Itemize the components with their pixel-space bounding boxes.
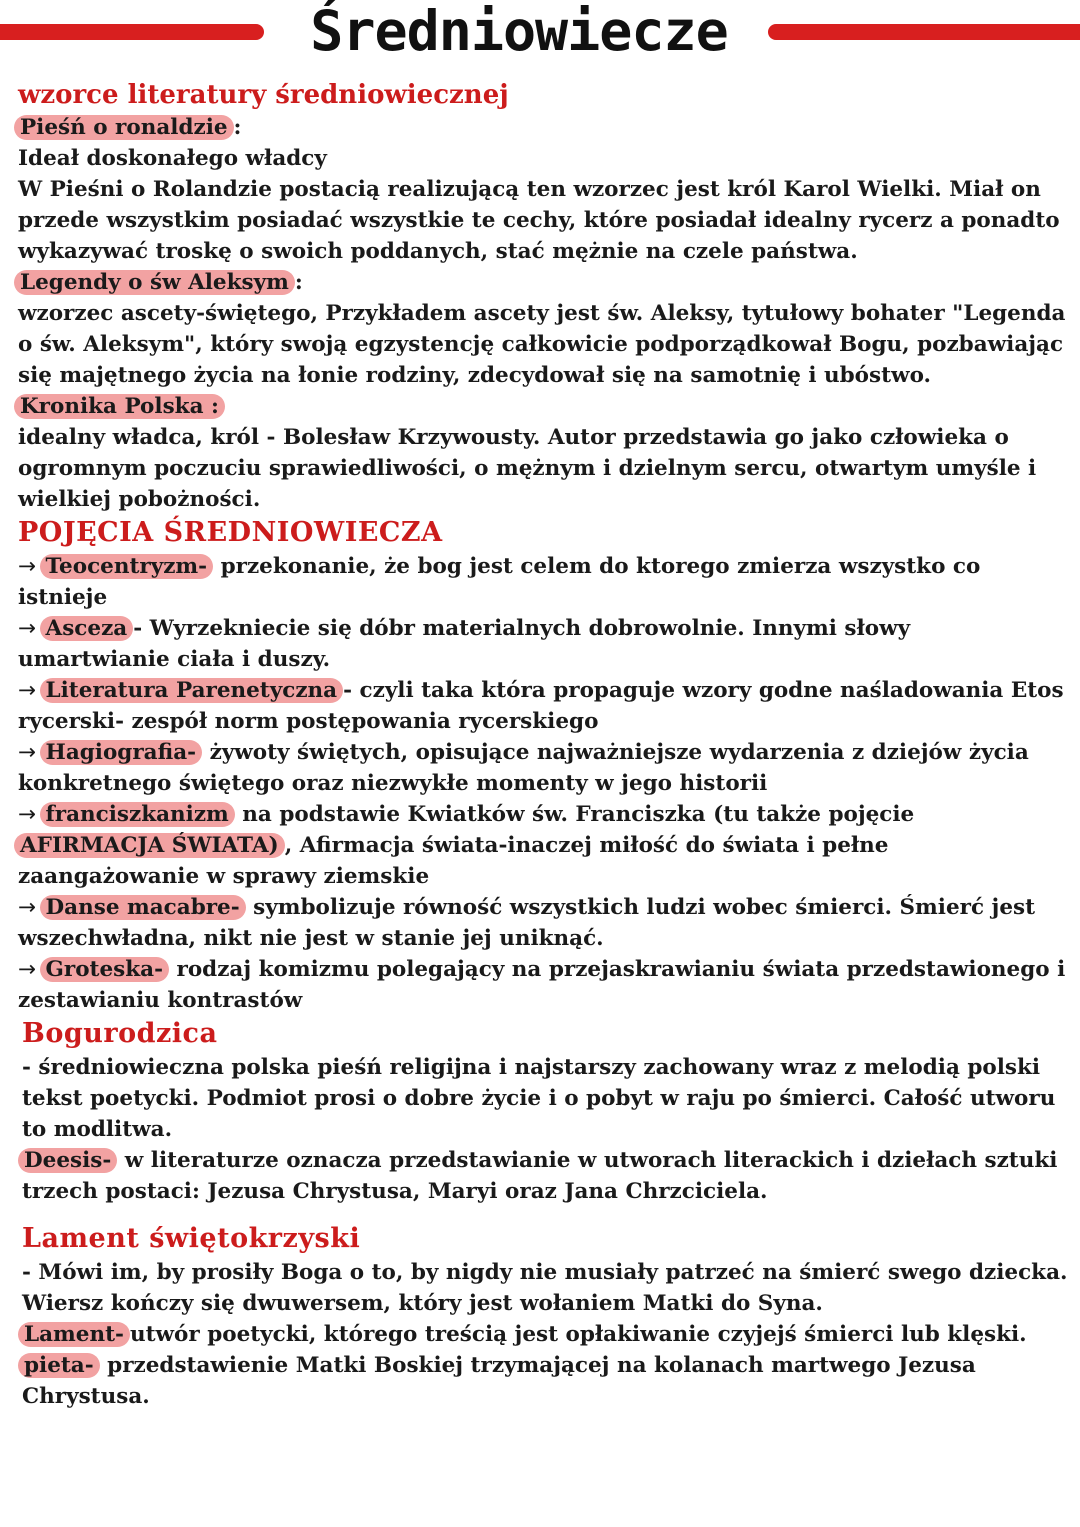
arrow-icon: →	[18, 554, 37, 579]
term-highlight: Asceza	[40, 616, 134, 641]
section-text: - Mówi im, by prosiły Boga o to, by nigdy nie musiały patrzeć na śmierć swego dziecka. Wiersz kończy się dwuwersem, który jest wołaniem Matki do Syna.	[22, 1260, 1068, 1316]
item-legendy	[18, 267, 1068, 391]
arrow-icon: →	[18, 957, 37, 982]
term-highlight: pieta-	[18, 1353, 100, 1378]
term-highlight: Lament-	[18, 1322, 130, 1347]
section-bogurodzica	[18, 1016, 1068, 1207]
concept-text: utwór poetycki, którego treścią jest opłakiwanie czyjejś śmierci lub klęski.	[129, 1322, 1027, 1347]
section-lament	[18, 1221, 1068, 1412]
concept-text: przedstawienie Matki Boskiej trzymającej na kolanach martwego Jezusa Chrystusa.	[22, 1353, 976, 1409]
concept-text: symbolizuje równość wszystkich ludzi wobec śmierci. Śmierć jest wszechwładna, nikt nie jest w stanie jej uniknąć.	[18, 895, 1036, 951]
concept-text: rodzaj komizmu polegający na przejaskrawianiu świata przedstawionego i zestawianiu kontrastów	[18, 957, 1066, 1013]
term-highlight: franciszkanizm	[40, 802, 235, 827]
title-bar-left	[0, 24, 264, 40]
concept-text: - Wyrzekniecie się dóbr materialnych dobrowolnie. Innymi słowy umartwianie ciała i duszy.	[18, 616, 911, 672]
term-highlight: Literatura Parenetyczna	[40, 678, 344, 703]
item-kronika	[18, 391, 1068, 515]
item-line: idealny władca, król - Bolesław Krzywousty. Autor przedstawia go jako człowieka o ogromnym poczuciu sprawiedliwości, o mężnym i dzielnym sercu, otwartym umyśle i wielkiej pobożności.	[18, 425, 1037, 512]
concept-text: - czyli taka która propaguje wzory godne naśladowania Etos rycerski- zespół norm postępowania rycerskiego	[18, 678, 1064, 734]
term-highlight: Pieśń o ronaldzie	[14, 115, 234, 140]
concept-item	[18, 675, 1068, 737]
concept-text: żywoty świętych, opisujące najważniejsze wydarzenia z dziejów życia konkretnego świętego oraz niezwykłe momenty w jego historii	[18, 740, 1029, 796]
item-line: W Pieśni o Rolandzie postacią realizującą ten wzorzec jest król Karol Wielki. Miał on przede wszystkim posiadać wszystkie te cechy, które posiadał idealny rycerz a ponadto wykazywać troskę o swoich poddanych, stać mężnie na czele państwa.	[18, 177, 1060, 264]
item-line: wzorzec ascety-świętego, Przykładem ascety jest św. Aleksy, tytułowy bohater "Legenda o św. Aleksym", który swoją egzystencję całkowicie podporządkował Bogu, pozbawiając się majętnego życia na łonie rodziny, zdecydował się na samotnię i ubóstwo.	[18, 301, 1066, 388]
section-text: - średniowieczna polska pieśń religijna i najstarszy zachowany wraz z melodią polski tekst poetycki. Podmiot prosi o dobre życie i o pobyt w raju po śmierci. Całość utworu to modlitwa.	[22, 1055, 1056, 1142]
title-row	[0, 0, 1080, 72]
concept-item	[18, 954, 1068, 1016]
section-pojecia	[18, 515, 1068, 1016]
term-highlight: Groteska-	[40, 957, 170, 982]
term-highlight: Hagiografia-	[40, 740, 203, 765]
term-highlight: Legendy o św Aleksym	[14, 270, 295, 295]
arrow-icon: →	[18, 895, 37, 920]
section-heading-bogurodzica: Bogurodzica	[22, 1018, 218, 1049]
concept-item	[18, 737, 1068, 799]
section-heading-wzorce: wzorce literatury średniowiecznej	[18, 80, 509, 110]
arrow-icon: →	[18, 616, 37, 641]
term-sep: :	[294, 270, 303, 295]
term-highlight: Kronika Polska :	[14, 394, 225, 419]
arrow-icon: →	[18, 802, 37, 827]
concept-item	[22, 1350, 1068, 1412]
concept-text: w literaturze oznacza przedstawianie w utworach literackich i dziełach sztuki trzech postaci: Jezusa Chrystusa, Maryi oraz Jana Chrzciciela.	[22, 1148, 1058, 1204]
section-heading-lament: Lament świętokrzyski	[22, 1223, 361, 1254]
term-highlight: Deesis-	[18, 1148, 117, 1173]
content	[18, 78, 1068, 1412]
arrow-icon: →	[18, 678, 37, 703]
concept-item	[18, 613, 1068, 675]
concept-item	[18, 799, 1068, 892]
concept-text: , Afirmacja świata-inaczej miłość do świata i pełne zaangażowanie w sprawy ziemskie	[18, 833, 889, 889]
item-piesn	[18, 112, 1068, 267]
concept-item	[22, 1145, 1068, 1207]
page-title: Średniowiecze	[310, 0, 728, 63]
concept-text: przekonanie, że bog jest celem do ktorego zmierza wszystko co istnieje	[18, 554, 981, 610]
arrow-icon: →	[18, 740, 37, 765]
concept-item	[18, 892, 1068, 954]
term-highlight: AFIRMACJA ŚWIATA)	[14, 833, 285, 858]
concept-item	[18, 551, 1068, 613]
concept-item	[22, 1319, 1068, 1350]
term-sep: :	[233, 115, 242, 140]
section-heading-pojecia: POJĘCIA ŚREDNIOWIECZA	[18, 517, 443, 548]
concept-text: na podstawie Kwiatków św. Franciszka (tu także pojęcie	[234, 802, 915, 827]
section-wzorce	[18, 78, 1068, 515]
title-bar-right	[768, 24, 1080, 40]
term-highlight: Danse macabre-	[40, 895, 246, 920]
item-line: Ideał doskonałego władcy	[18, 146, 327, 171]
term-highlight: Teocentryzm-	[40, 554, 214, 579]
